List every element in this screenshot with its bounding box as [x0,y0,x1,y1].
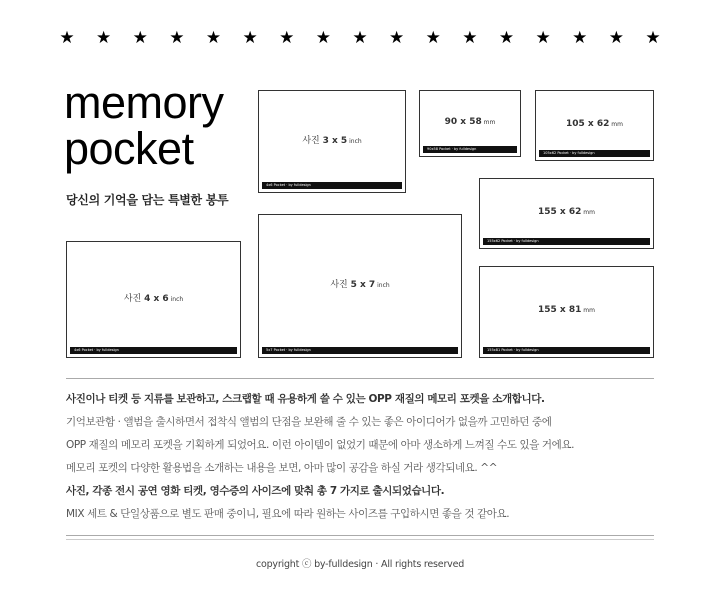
star-icon: ★ [169,27,185,48]
description-line: 사진이나 티켓 등 지류를 보관하고, 스크랩할 때 유용하게 쓸 수 있는 OPP 재질의 메모리 포켓을 소개합니다. [66,393,545,405]
star-icon: ★ [425,27,441,48]
star-icon: ★ [315,27,331,48]
star-icon: ★ [132,27,148,48]
star-icon: ★ [535,27,551,48]
pocket-3x5 [258,90,406,193]
brand-line-1: memory [64,77,224,128]
pocket-strip: 155x81 Pocket · by fulldesign [483,347,650,354]
divider-top [66,378,654,379]
pocket-strip: 155x62 Pocket · by fulldesign [483,238,650,245]
pocket-155x62 [479,178,654,249]
pocket-label: 90 x 58 mm [444,116,496,127]
description-line: 메모리 포켓의 다양한 활용법을 소개하는 내용을 보면, 아마 많이 공감을 하실 거라 생각되네요. ^^ [66,462,498,474]
star-icon: ★ [498,27,515,48]
description-line: MIX 세트 & 단일상품으로 별도 판매 중이니, 필요에 따라 원하는 사이즈를 구입하시면 좋을 것 같아요. [66,508,510,520]
brand-title [64,77,224,174]
pocket-label: 155 x 81 mm [538,305,595,315]
star-icon: ★ [608,27,624,48]
pocket-5x7 [258,214,462,358]
description-line: 기억보관함 · 앨범을 출시하면서 접착식 앨범의 단점을 보완해 줄 수 있는 좋은 아이디어가 없을까 고민하던 중에 [66,416,552,428]
star-icon: ★ [572,27,588,48]
pocket-label: 사진 3 x 5 inch [302,135,362,146]
star-icon: ★ [59,27,75,48]
pocket-label: 155 x 62 mm [538,206,595,217]
pocket-strip: 4x6 Pocket · by fulldesign [262,182,402,189]
star-icon: ★ [389,27,405,48]
pocket-155x81 [479,266,654,358]
brand-line-2: pocket [64,123,194,174]
pocket-4x6 [66,241,241,358]
star-icon: ★ [645,27,661,48]
divider-bottom-2 [66,539,654,540]
pocket-label: 105 x 62 mm [566,118,623,129]
pocket-label: 사진 5 x 7 inch [330,279,390,290]
star-icon: ★ [462,27,478,48]
description [66,388,666,526]
pocket-label: 사진 4 x 6 inch [123,293,184,304]
tagline: 당신의 기억을 담는 특별한 봉투 [66,193,229,207]
description-line: 사진, 각종 전시 공연 영화 티켓, 영수증의 사이즈에 맞춰 총 7 가지로 출시되었습니다. [66,485,445,497]
pocket-strip: 5x7 Pocket · by fulldesign [262,347,458,354]
copyright-footer: copyright ⓒ by-fulldesign · All rights reserved [255,559,465,570]
star-icon: ★ [352,27,368,48]
pocket-strip: 4x6 Pocket · by fulldesign [70,347,237,354]
pocket-strip: 105x62 Pocket · by fulldesign [539,150,650,157]
pocket-105x62 [535,90,654,161]
star-icon: ★ [96,27,112,48]
star-icon: ★ [242,27,258,48]
star-icon: ★ [205,27,222,48]
star-icon: ★ [279,27,295,48]
divider-bottom [66,535,654,536]
description-line: OPP 재질의 메모리 포켓을 기획하게 되었어요. 이런 아이템이 없었기 때문에 아마 생소하게 느껴질 수도 있을 거에요. [66,439,575,451]
star-row [58,26,662,50]
pocket-strip: 90x58 Pocket · by fulldesign [423,146,517,153]
pocket-90x58 [419,90,521,157]
